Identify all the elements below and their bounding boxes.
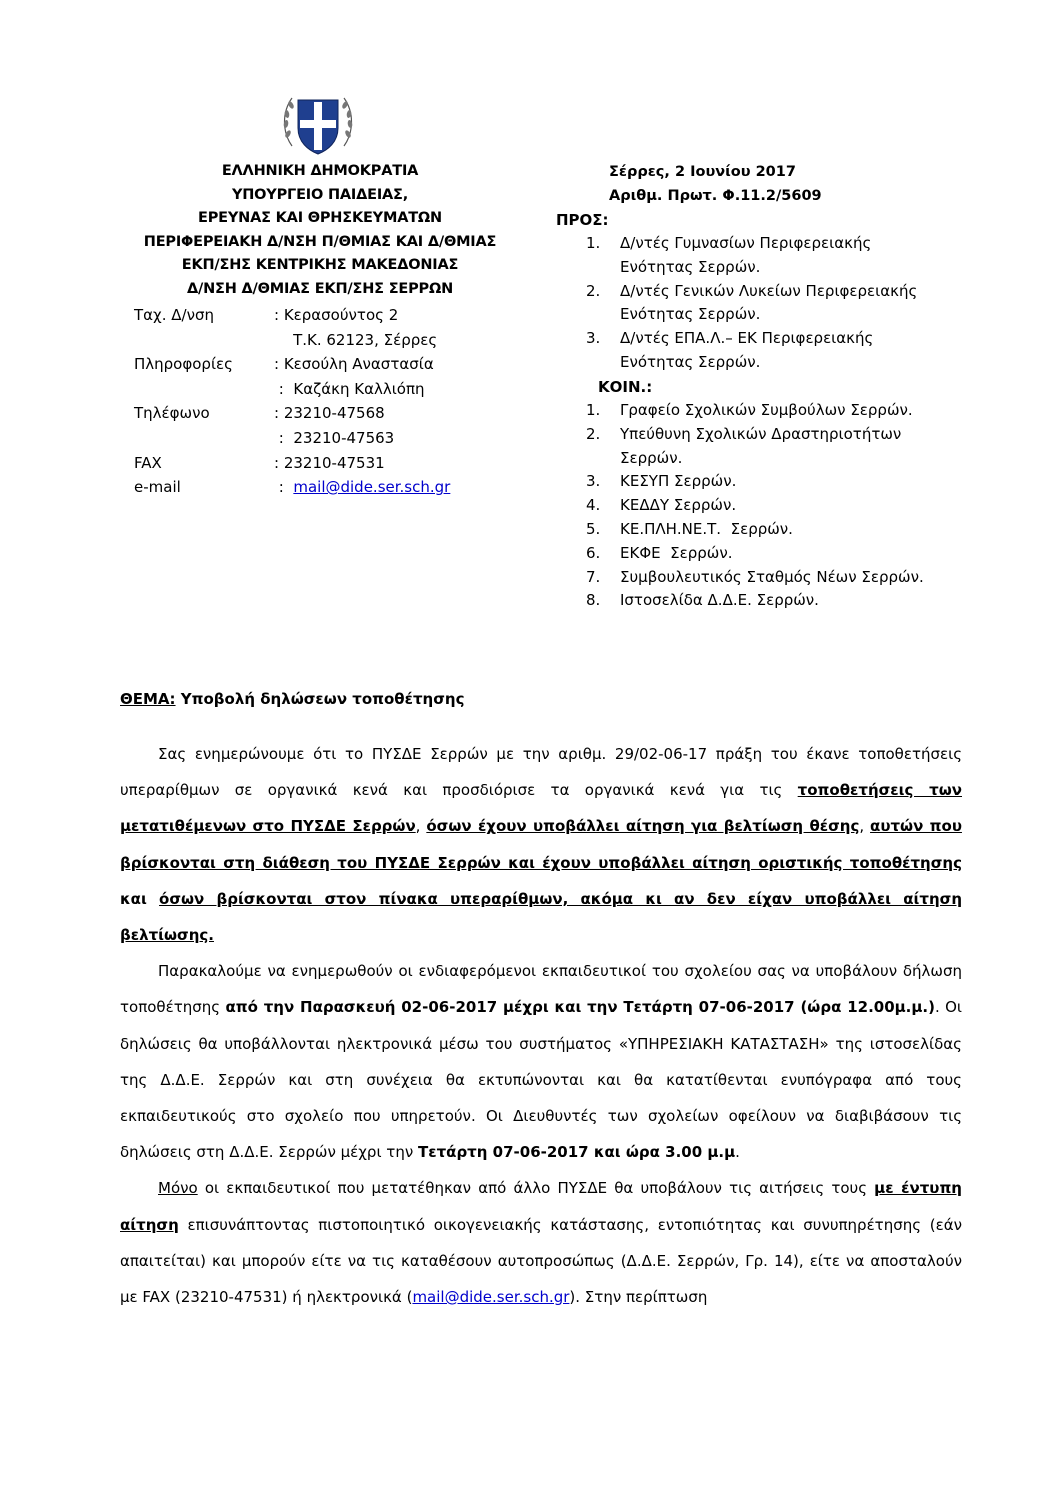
contact-key: Τηλέφωνο	[134, 404, 210, 423]
protocol-number: Αριθμ. Πρωτ. Φ.11.2/5609	[609, 188, 822, 204]
contact-details	[134, 303, 450, 500]
contact-value: : Κεσούλη Αναστασία	[274, 355, 434, 374]
list-item	[586, 327, 940, 375]
issuer-line: ΥΠΟΥΡΓΕΙΟ ΠΑΙΔΕΙΑΣ,	[231, 186, 409, 203]
contact-key: e-mail	[134, 478, 181, 497]
contact-key: FAX	[134, 453, 162, 472]
body-emphasis: τοποθετήσεις των μετατιθέμενων στο ΠΥΣΔΕ Σερρών	[120, 781, 962, 836]
list-text: ΚΕΔΔΥ Σερρών.	[620, 496, 737, 515]
contact-row	[134, 475, 450, 500]
body-emphasis: με έντυπη αίτηση	[120, 1179, 962, 1234]
body-paragraph	[120, 736, 962, 953]
list-number: 3.	[586, 329, 601, 348]
list-number: 8.	[586, 591, 601, 610]
list-number: 4.	[586, 496, 601, 515]
issuer-line: Δ/ΝΣΗ Δ/ΘΜΙΑΣ ΕΚΠ/ΣΗΣ ΣΕΡΡΩΝ	[186, 280, 454, 297]
contact-row	[134, 352, 450, 377]
issuer-line: ΕΡΕΥΝΑΣ ΚΑΙ ΘΡΗΣΚΕΥΜΑΤΩΝ	[198, 210, 442, 227]
list-text: ΚΕΣΥΠ Σερρών.	[620, 472, 737, 491]
list-item	[586, 470, 940, 494]
list-number: 2.	[586, 281, 601, 300]
subject-line	[120, 690, 464, 708]
list-number: 6.	[586, 543, 601, 562]
date-protocol	[609, 160, 822, 208]
list-item	[586, 423, 940, 471]
list-item	[586, 280, 940, 328]
body-text: επισυνάπτοντας πιστοποιητικό οικογενειακής κατάστασης, εντοπιότητας και συνυπηρέτησης (εάν απαιτείται) και μπορούν είτε να τις καταθέσουν αυτοπροσώπως (Δ.Δ.Ε. Σερρών, Γρ. 14), είτε να αποσταλούν με FAX (23210-47531) ή ηλεκτρονικά (	[120, 1215, 962, 1307]
body-emphasis: από την Παρασκευή 02-06-2017 μέχρι και την Τετάρτη 07-06-2017 (ώρα 12.00μ.μ.)	[225, 998, 935, 1017]
contact-row	[134, 377, 450, 402]
list-number: 1.	[586, 234, 601, 252]
list-number: 2.	[586, 424, 601, 443]
body-emphasis: Τετάρτη 07-06-2017 και ώρα 3.00 μ.μ	[417, 1143, 736, 1162]
body-paragraph	[120, 1170, 962, 1315]
contact-value: :	[274, 478, 294, 497]
list-item	[586, 566, 940, 590]
body-paragraph	[120, 953, 962, 1170]
letter-body	[120, 736, 962, 1315]
list-item	[586, 542, 940, 566]
body-emphasis: όσων έχουν υποβάλλει αίτηση για βελτίωση θέσης	[426, 817, 860, 836]
list-text: Υπεύθυνη Σχολικών Δραστηριοτήτων Σερρών.	[620, 424, 902, 467]
body-text: Παρακαλούμε να ενημερωθούν οι ενδιαφερόμενοι εκπαιδευτικοί του σχολείου σας να υποβάλουν δήλωση τοποθέτησης	[120, 962, 962, 1017]
greek-coat-of-arms-icon	[278, 84, 358, 164]
contact-value: : 23210-47531	[274, 453, 385, 472]
list-text: Δ/ντές Γυμνασίων Περιφερειακής Ενότητας Σερρών.	[620, 234, 872, 276]
contact-row	[134, 426, 450, 451]
issuer-line: ΕΚΠ/ΣΗΣ ΚΕΝΤΡΙΚΗΣ ΜΑΚΕΔΟΝΙΑΣ	[181, 257, 459, 274]
document-date: Σέρρες, 2 Ιουνίου 2017	[609, 164, 796, 180]
body-emphasis: Μόνο	[158, 1179, 198, 1198]
list-item	[586, 232, 940, 280]
contact-row	[134, 303, 450, 328]
list-item	[586, 494, 940, 518]
contact-value: : Κερασούντος 2	[274, 306, 399, 324]
contact-key	[134, 328, 274, 353]
recipients-label: ΠΡΟΣ:	[556, 211, 609, 229]
list-number: 7.	[586, 567, 601, 586]
list-item	[586, 518, 940, 542]
cc-list	[586, 399, 940, 613]
list-number: 5.	[586, 519, 601, 538]
contact-key	[134, 426, 274, 451]
issuer-line: ΠΕΡΙΦΕΡΕΙΑΚΗ Δ/ΝΣΗ Π/ΘΜΙΑΣ ΚΑΙ Δ/ΘΜΙΑΣ	[143, 233, 497, 250]
list-number: 3.	[586, 472, 601, 491]
contact-value: : Καζάκη Καλλιόπη	[274, 379, 425, 398]
issuer-header	[120, 160, 520, 302]
contact-row	[134, 401, 450, 426]
issuer-line: ΕΛΛΗΝΙΚΗ ΔΗΜΟΚΡΑΤΙΑ	[221, 163, 419, 179]
body-text: Σας ενημερώνουμε ότι το ΠΥΣΔΕ Σερρών με την αριθμ. 29/02-06-17 πράξη του έκανε τοποθετήσεις υπεραρίθμων σε οργανικά κενά και προσδιόρισε τα οργανικά κενά για τις	[120, 745, 962, 800]
list-text: Δ/ντές Γενικών Λυκείων Περιφερειακής Ενότητας Σερρών.	[620, 281, 918, 324]
list-text: ΕΚΦΕ Σερρών.	[620, 543, 733, 562]
list-text: Ιστοσελίδα Δ.Δ.Ε. Σερρών.	[620, 591, 819, 610]
body-emphasis: όσων βρίσκονται στον πίνακα υπεραρίθμων, ακόμα κι αν δεν είχαν υποβάλλει αίτηση βελτίωσης.	[120, 889, 962, 945]
subject-text: Υποβολή δηλώσεων τοποθέτησης	[175, 690, 465, 708]
contact-key: Ταχ. Δ/νση	[134, 306, 214, 324]
contact-value: Τ.Κ. 62123, Σέρρες	[274, 330, 438, 349]
list-text: ΚΕ.ΠΛΗ.ΝΕ.Τ. Σερρών.	[620, 519, 793, 538]
contact-key	[134, 377, 274, 402]
body-text: . Οι δηλώσεις θα υποβάλλονται ηλεκτρονικά μέσω του συστήματος «ΥΠΗΡΕΣΙΑΚΗ ΚΑΤΑΣΤΑΣΗ» της ιστοσελίδας της Δ.Δ.Ε. Σερρών και στη συνέχεια θα εκτυπώνονται και θα κατατίθενται ενυπόγραφα από τους εκπαιδευτικούς στο σχολείο που υπηρετούν. Οι Διευθυντές των σχολείων οφείλουν να διαβιβάσουν τις δηλώσεις στη Δ.Δ.Ε. Σερρών μέχρι την	[120, 998, 963, 1162]
contact-row	[134, 451, 450, 476]
list-number: 1.	[586, 401, 601, 419]
body-text: και	[120, 889, 160, 908]
contact-value: : 23210-47568	[274, 404, 385, 423]
body-text: ). Στην περίπτωση	[569, 1288, 708, 1307]
body-text: ,	[859, 817, 871, 836]
recipients-list	[586, 232, 940, 375]
list-item	[586, 399, 940, 423]
body-emphasis: αυτών που βρίσκονται στη διάθεση του ΠΥΣΔΕ Σερρών και έχουν υποβάλλει αίτηση οριστικής τοποθέτησης	[120, 817, 962, 872]
body-text: οι εκπαιδευτικοί που μετατέθηκαν από άλλο ΠΥΣΔΕ θα υποβάλουν τις αιτήσεις τους	[197, 1179, 875, 1198]
email-link[interactable]: mail@dide.ser.sch.gr	[293, 478, 451, 497]
list-text: Δ/ντές ΕΠΑ.Λ.– ΕΚ Περιφερειακής Ενότητας Σερρών.	[620, 329, 874, 371]
email-link[interactable]: mail@dide.ser.sch.gr	[412, 1288, 570, 1307]
contact-value: : 23210-47563	[274, 428, 395, 447]
body-text: ,	[415, 817, 427, 836]
body-text: .	[735, 1143, 740, 1162]
list-text: Γραφείο Σχολικών Συμβούλων Σερρών.	[620, 401, 913, 419]
cc-label: ΚΟΙΝ.:	[598, 378, 653, 396]
contact-row	[134, 328, 450, 353]
list-item	[586, 589, 940, 613]
contact-key: Πληροφορίες	[134, 355, 233, 374]
list-text: Συμβουλευτικός Σταθμός Νέων Σερρών.	[620, 567, 924, 586]
subject-label: ΘΕΜΑ:	[120, 690, 176, 708]
